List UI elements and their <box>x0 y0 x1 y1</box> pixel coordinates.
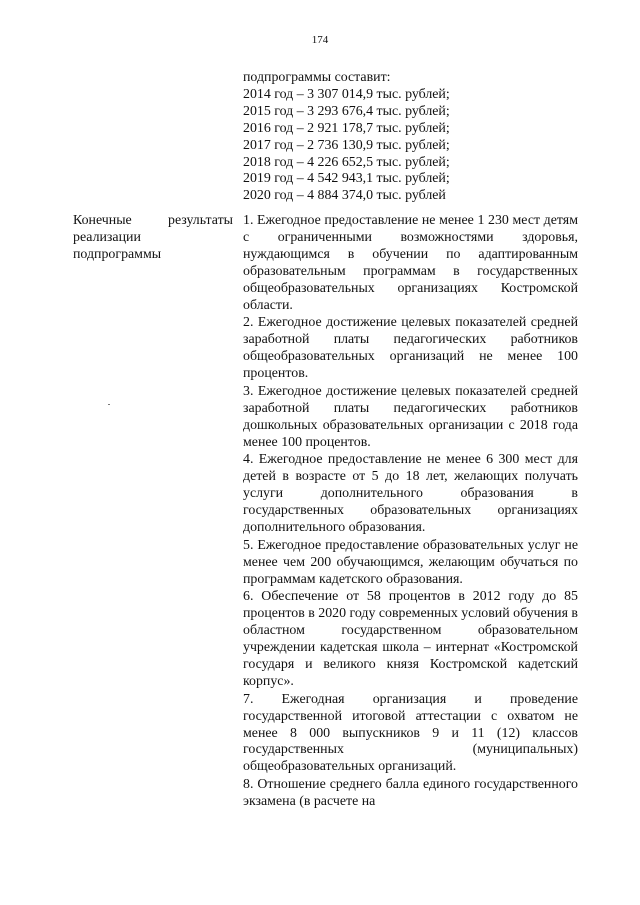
result-item-2: 2. Ежегодное достижение целевых показателей средней заработной платы педагогических работников общеобразовательных организаций не менее 100 процентов. <box>243 315 578 382</box>
funding-year-2016: 2016 год – 2 921 178,7 тыс. рублей; <box>243 120 450 136</box>
results-label-line-2: реализации <box>73 229 141 245</box>
funding-year-2018: 2018 год – 4 226 652,5 тыс. рублей; <box>243 154 450 170</box>
funding-year-2014: 2014 год – 3 307 014,9 тыс. рублей; <box>243 86 450 102</box>
results-label-line-1 <box>73 213 233 230</box>
funding-year-2015: 2015 год – 3 293 676,4 тыс. рублей; <box>243 103 450 119</box>
funding-intro: подпрограммы составит: <box>243 70 391 85</box>
funding-year-2017: 2017 год – 2 736 130,9 тыс. рублей; <box>243 137 450 153</box>
result-item-1: 1. Ежегодное предоставление не менее 1 230 мест детям с ограниченными возможностями здоровья, нуждающимся в обучении по адаптированным образовательным программам в государственных общеобразовательных организациях Костромской области. <box>243 213 578 313</box>
results-label <box>73 213 233 264</box>
result-item-4: 4. Ежегодное предоставление не менее 6 300 мест для детей в возрасте от 5 до 18 лет, желающих получать услуги дополнительного образования в государственных образовательных организациях дополнительного образования. <box>243 452 578 535</box>
results-label-line-3: подпрограммы <box>73 246 162 262</box>
results-list <box>243 213 578 811</box>
result-item-6: 6. Обеспечение от 58 процентов в 2012 году до 85 процентов в 2020 году современных условий обучения в областном государственном образовательном учреждении кадетская школа – интернат «Костромской государя и великого князя Костромской кадетский корпус». <box>243 589 578 689</box>
result-item-7: 7. Ежегодная организация и проведение государственной итоговой аттестации с охватом не менее 8 000 выпускников 9 и 11 (12) классов государственных (муниципальных) общеобразовательных организаций. <box>243 691 578 775</box>
result-item-3: 3. Ежегодное достижение целевых показателей средней заработной платы педагогических работников дошкольных образовательных организации с 2018 года менее 100 процентов. <box>243 383 578 450</box>
result-item-8: 8. Отношение среднего балла единого государственного экзамена (в расчете на <box>243 777 578 810</box>
result-item-5: 5. Ежегодное предоставление образовательных услуг не менее чем 200 обучающимся, желающим обучаться по программам кадетского образования. <box>243 537 578 587</box>
scan-speck <box>108 404 110 405</box>
funding-year-2019: 2019 год – 4 542 943,1 тыс. рублей; <box>243 171 450 187</box>
results-label-word-1: Конечные <box>73 213 132 228</box>
page-number: 174 <box>311 34 329 46</box>
funding-year-2020: 2020 год – 4 884 374,0 тыс. рублей <box>243 188 446 204</box>
results-label-word-2: результаты <box>168 213 233 228</box>
funding-block <box>243 70 578 205</box>
